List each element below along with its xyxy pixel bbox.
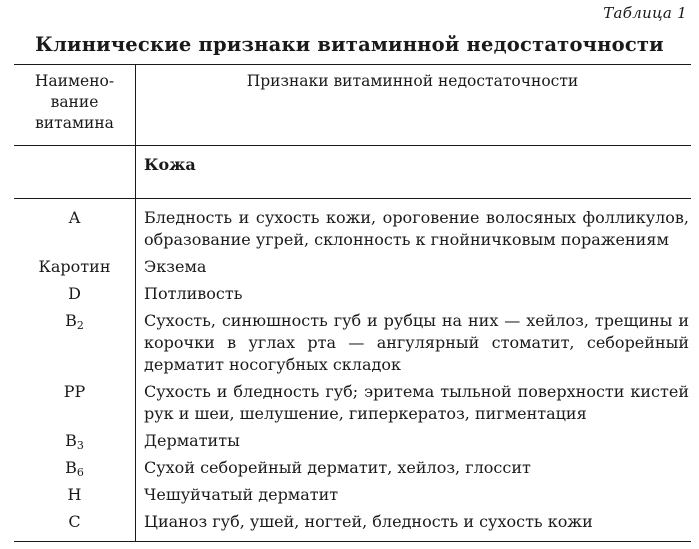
table-row	[14, 199, 691, 257]
deficiency-signs-cell: Сухость и бледность губ; эритема тыльной поверхности кистей рук и шеи, шелушение, гиперкератоз, пигментация	[144, 382, 689, 423]
table-row	[14, 283, 691, 310]
deficiency-signs-cell: Потливость	[144, 284, 243, 303]
header-vitamin-name-line: витамина	[35, 114, 114, 132]
table-row	[14, 511, 691, 542]
vitamin-subscript: 2	[76, 319, 84, 332]
vitamin-name: D	[68, 284, 81, 303]
vitamin-name: H	[67, 485, 82, 504]
table-row	[14, 457, 691, 484]
table-row	[14, 310, 691, 381]
vitamin-subscript: 6	[76, 466, 84, 479]
vitamin-name-cell	[14, 310, 136, 381]
vitamin-name-cell	[14, 199, 136, 257]
vitamin-subscript: 3	[76, 439, 84, 452]
vitamin-name-cell	[14, 430, 136, 457]
vitamin-name-cell	[14, 484, 136, 511]
table-header-row	[14, 65, 691, 146]
deficiency-signs-cell: Сухость, синюшность губ и рубцы на них — хейлоз, трещины и корочки в углах рта — ангулярный стоматит, себорейный дерматит носогубных складок	[144, 311, 689, 374]
vitamin-name: A	[68, 208, 81, 227]
vitamin-name: Каротин	[38, 257, 111, 276]
header-vitamin-name	[14, 65, 136, 146]
table-row	[14, 484, 691, 511]
table-row	[14, 381, 691, 430]
table-title: Клинические признаки витаминной недостаточности	[35, 33, 664, 56]
vitamin-name: C	[68, 512, 81, 531]
deficiency-signs-cell: Сухой себорейный дерматит, хейлоз, глоссит	[144, 458, 531, 477]
table-caption: Таблица 1	[603, 4, 687, 22]
vitamin-deficiency-table	[14, 64, 691, 542]
deficiency-signs-cell: Чешуйчатый дерматит	[144, 485, 339, 504]
header-vitamin-name-line: Наимено-	[34, 72, 115, 90]
table-body	[14, 199, 691, 542]
vitamin-name-cell	[14, 457, 136, 484]
vitamin-name-cell	[14, 381, 136, 430]
vitamin-name-cell	[14, 283, 136, 310]
table-row	[14, 256, 691, 283]
deficiency-signs-cell: Экзема	[144, 257, 207, 276]
vitamin-name: PP	[63, 382, 86, 401]
vitamin-name-cell	[14, 256, 136, 283]
deficiency-signs-cell: Цианоз губ, ушей, ногтей, бледность и сухость кожи	[136, 511, 692, 542]
table-row	[14, 430, 691, 457]
deficiency-signs-cell: Дерматиты	[144, 431, 240, 450]
vitamin-name: B	[65, 458, 77, 477]
vitamin-name-cell	[14, 511, 136, 542]
header-deficiency-signs: Признаки витаминной недостаточности	[136, 65, 692, 146]
deficiency-signs-cell: Бледность и сухость кожи, ороговение волосяных фолликулов, образование угрей, склонность к гнойничковым поражениям	[144, 208, 689, 249]
vitamin-name: B	[65, 431, 77, 450]
section-empty-cell	[14, 146, 136, 199]
section-title: Кожа	[136, 146, 692, 199]
section-row	[14, 146, 691, 199]
header-vitamin-name-line: вание	[50, 93, 99, 111]
vitamin-name: B	[65, 311, 77, 330]
